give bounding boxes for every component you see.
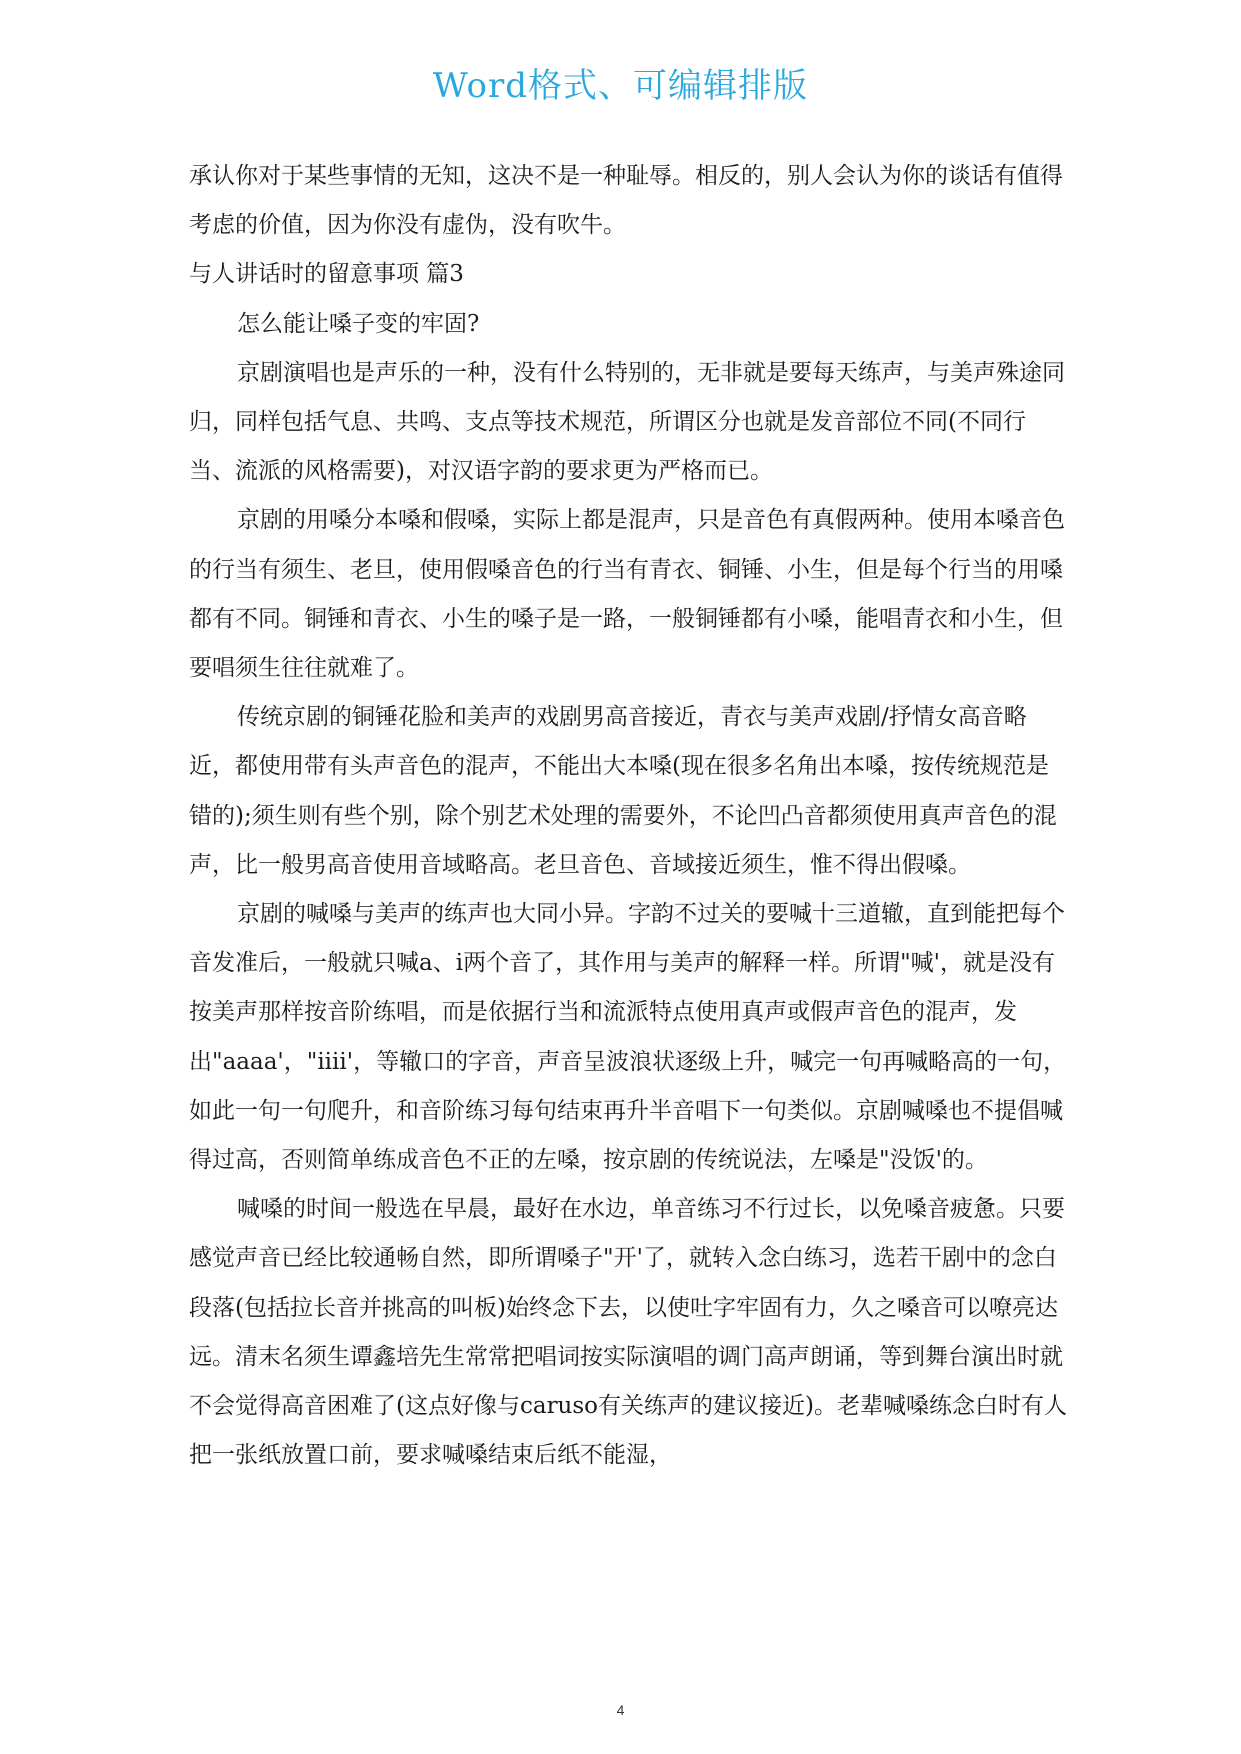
document-body (189, 152, 1069, 1480)
page-number: 4 (616, 1702, 625, 1718)
paragraph: 承认你对于某些事情的无知，这决不是一种耻辱。相反的，别人会认为你的谈话有值得考虑的价值，因为你没有虚伪，没有吹牛。 (189, 163, 1063, 239)
section-heading: 与人讲话时的留意事项 篇3 (189, 261, 464, 288)
paragraph: 京剧的用嗓分本嗓和假嗓，实际上都是混声，只是音色有真假两种。使用本嗓音色的行当有须生、老旦，使用假嗓音色的行当有青衣、铜锤、小生，但是每个行当的用嗓都有不同。铜锤和青衣、小生的嗓子是一路，一般铜锤都有小嗓，能唱青衣和小生，但要唱须生往往就难了。 (189, 507, 1065, 682)
paragraph: 喊嗓的时间一般选在早晨，最好在水边，单音练习不行过长，以免嗓音疲惫。只要感觉声音已经比较通畅自然，即所谓嗓子"开'了，就转入念白练习，选若干剧中的念白段落(包括拉长音并挑高的叫板)始终念下去，以使吐字牢固有力，久之嗓音可以嘹亮达远。清末名须生谭鑫培先生常常把唱词按实际演唱的调门高声朗诵，等到舞台演出时就不会觉得高音困难了(这点好像与caruso有关练声的建议接近)。老辈喊嗓练念白时有人把一张纸放置口前，要求喊嗓结束后纸不能湿， (189, 1196, 1067, 1469)
paragraph: 怎么能让嗓子变的牢固? (237, 310, 480, 337)
paragraph: 京剧演唱也是声乐的一种，没有什么特别的，无非就是要每天练声，与美声殊途同归，同样包括气息、共鸣、支点等技术规范，所谓区分也就是发音部位不同(不同行当、流派的风格需要)，对汉语字韵的要求更为严格而已。 (189, 359, 1065, 485)
paragraph: 京剧的喊嗓与美声的练声也大同小异。字韵不过关的要喊十三道辙，直到能把每个音发准后，一般就只喊a、i两个音了，其作用与美声的解释一样。所谓"喊'，就是没有按美声那样按音阶练唱，而是依据行当和流派特点使用真声或假声音色的混声，发出"aaaa'，"iiii'，等辙口的字音，声音呈波浪状逐级上升，喊完一句再喊略高的一句，如此一句一句爬升，和音阶练习每句结束再升半音唱下一句类似。京剧喊嗓也不提倡喊得过高，否则简单练成音色不正的左嗓，按京剧的传统说法，左嗓是"没饭'的。 (189, 901, 1067, 1174)
paragraph: 传统京剧的铜锤花脸和美声的戏剧男高音接近，青衣与美声戏剧/抒情女高音略近，都使用带有头声音色的混声，不能出大本嗓(现在很多名角出本嗓，按传统规范是错的);须生则有些个别，除个别艺术处理的需要外，不论凹凸音都须使用真声音色的混声，比一般男高音使用音域略高。老旦音色、音域接近须生，惟不得出假嗓。 (189, 704, 1057, 878)
document-header-title: Word格式、可编辑排版 (432, 66, 809, 106)
